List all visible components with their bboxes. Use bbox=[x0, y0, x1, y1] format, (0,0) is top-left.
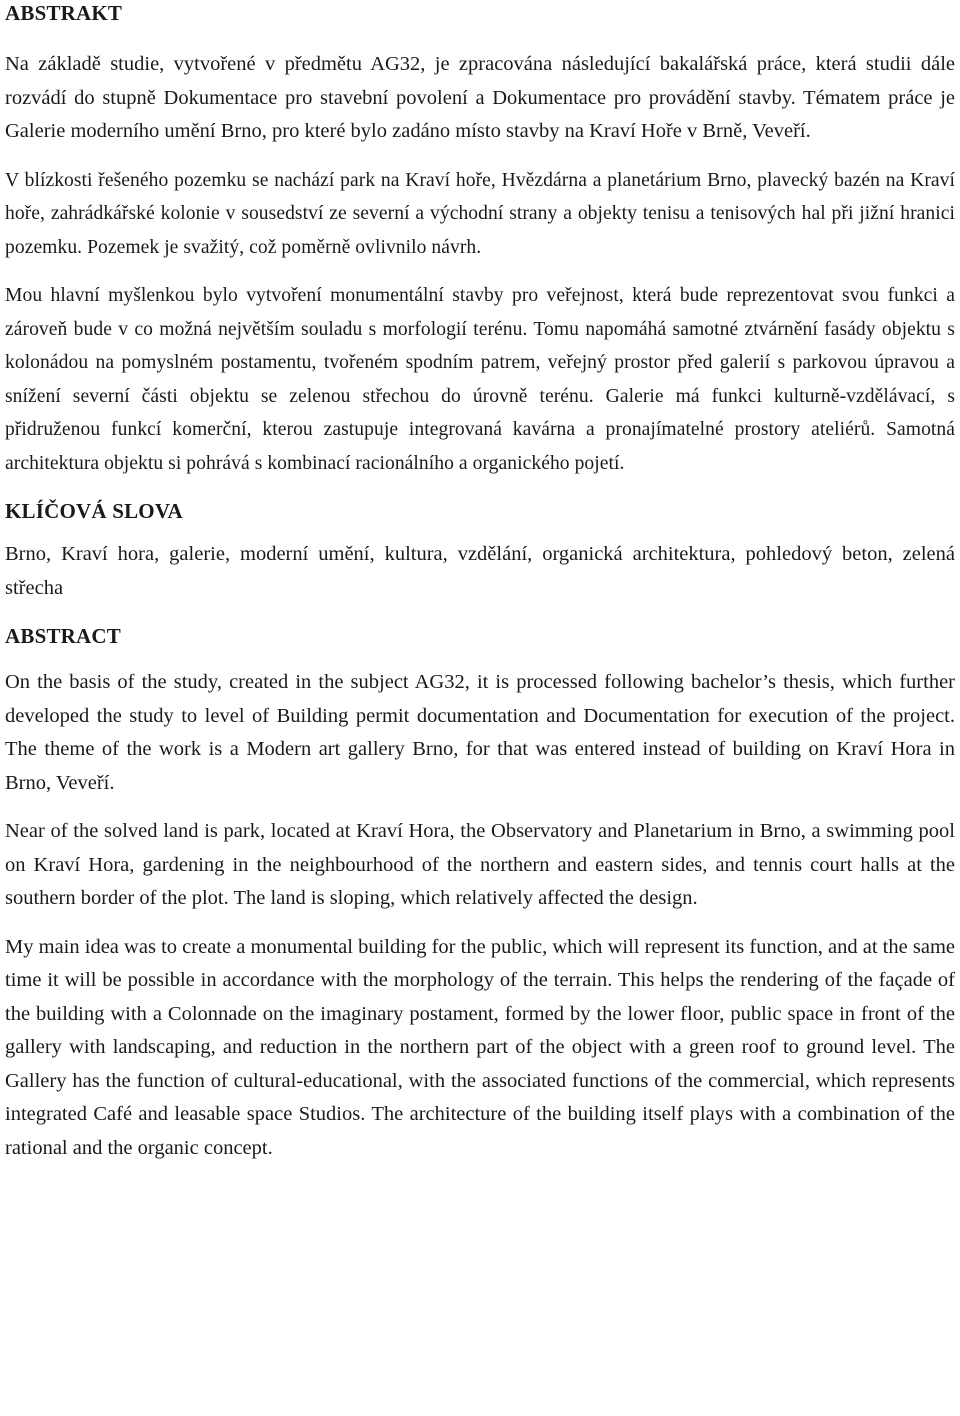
keywords-text: Brno, Kraví hora, galerie, moderní umění, kultura, vzdělání, organická architektura, pohledový beton, zelená střecha bbox=[5, 543, 955, 599]
abstrakt-heading: ABSTRAKT bbox=[5, 1, 123, 25]
abstrakt-paragraph-3: Mou hlavní myšlenkou bylo vytvoření monumentální stavby pro veřejnost, která bude reprezentovat svou funkci a zároveň bude v co možná největším souladu s morfologií terénu. Tomu napomáhá samotné ztvárnění fasády objektu s kolonádou na pomyslném postamentu, tvořeném spodním patrem, veřejný prostor před galerií s parkovou úpravou a snížení severní části objektu se zelenou střechou do úrovně terénu. Galerie má funkci kulturně-vzdělávací, s přidruženou funkcí komerční, kterou zastupuje integrovaná kavárna a pronajímatelné prostory ateliérů. Samotná architektura objektu si pohrává s kombinací racionálního a organického pojetí. bbox=[5, 285, 955, 474]
keywords-heading: KLÍČOVÁ SLOVA bbox=[5, 499, 183, 523]
abstract-paragraph-1: On the basis of the study, created in the subject AG32, it is processed following bachelor’s thesis, which further developed the study to level of Building permit documentation and Documentation for execution of the project. The theme of the work is a Modern art gallery Brno, for that was entered instead of building on Kraví Hora in Brno, Veveří. bbox=[5, 671, 955, 794]
abstract-paragraph-3: My main idea was to create a monumental building for the public, which will represent its function, and at the same time it will be possible in accordance with the morphology of the terrain. This helps the rendering of the façade of the building with a Colonnade on the imaginary postament, formed by the lower floor, public space in front of the gallery with landscaping, and reduction in the northern part of the object with a green roof to ground level. The Gallery has the function of cultural-educational, with the associated functions of the commercial, which represents integrated Café and leasable space Studios. The architecture of the building itself plays with a combination of the rational and the organic concept. bbox=[5, 935, 955, 1159]
document-page bbox=[5, 0, 955, 1165]
abstract-heading: ABSTRACT bbox=[5, 624, 121, 648]
abstrakt-paragraph-2: V blízkosti řešeného pozemku se nachází park na Kraví hoře, Hvězdárna a planetárium Brno, plavecký bazén na Kraví hoře, zahrádkářské kolonie v sousedství ze severní a východní strany a objekty tenisu a tenisových hal při jižní hranici pozemku. Pozemek je svažitý, což poměrně ovlivnilo návrh. bbox=[5, 169, 955, 258]
abstrakt-paragraph-1: Na základě studie, vytvořené v předmětu AG32, je zpracována následující bakalářská práce, která studii dále rozvádí do stupně Dokumentace pro stavební povolení a Dokumentace pro provádění stavby. Tématem práce je Galerie moderního umění Brno, pro které bylo zadáno místo stavby na Kraví Hoře v Brně, Veveří. bbox=[5, 53, 955, 142]
abstract-paragraph-2: Near of the solved land is park, located at Kraví Hora, the Observatory and Planetarium in Brno, a swimming pool on Kraví Hora, gardening in the neighbourhood of the northern and eastern sides, and tennis court halls at the southern border of the plot. The land is sloping, which relatively affected the design. bbox=[5, 820, 955, 909]
